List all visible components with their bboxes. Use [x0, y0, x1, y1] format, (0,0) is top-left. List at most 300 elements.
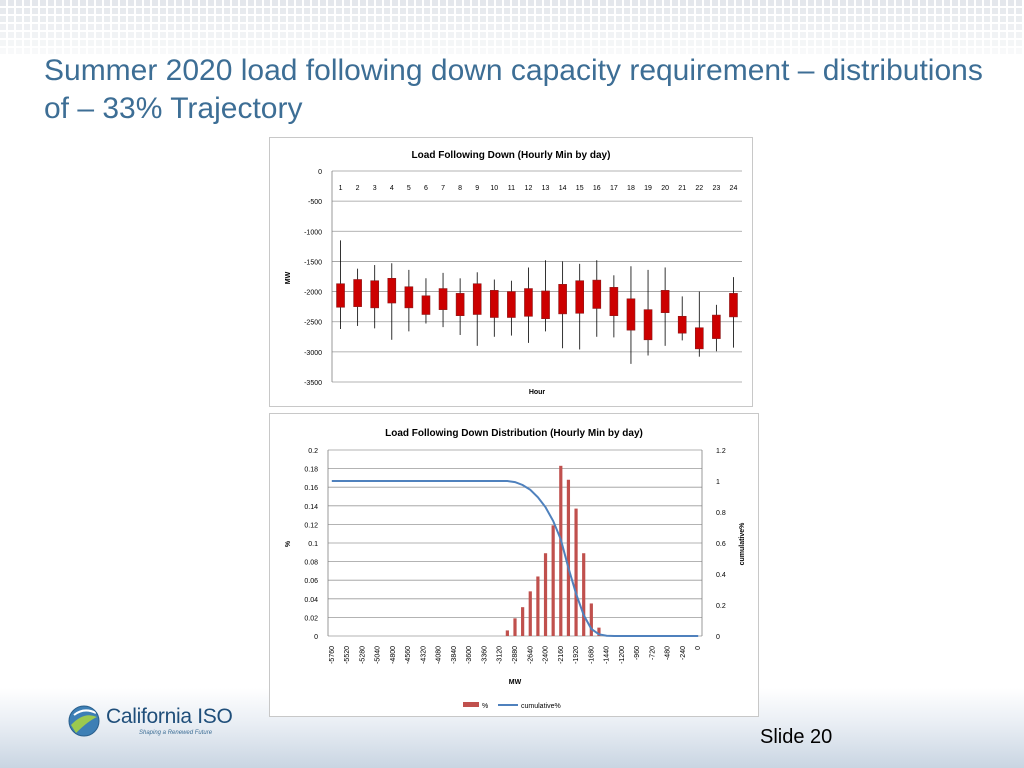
band-square	[744, 32, 750, 38]
band-square	[352, 32, 358, 38]
chart2-y2tick-label: 1.2	[716, 448, 726, 455]
band-square	[104, 32, 110, 38]
band-square	[968, 16, 974, 22]
band-square	[504, 32, 510, 38]
chart1-candle	[644, 310, 652, 340]
band-square	[256, 8, 262, 14]
band-square	[616, 32, 622, 38]
band-square	[808, 0, 814, 6]
band-square	[168, 0, 174, 6]
band-square	[992, 0, 998, 6]
band-square	[392, 16, 398, 22]
band-square	[720, 8, 726, 14]
band-square	[176, 0, 182, 6]
band-square	[184, 32, 190, 38]
band-square	[368, 0, 374, 6]
band-square	[72, 0, 78, 6]
band-square	[744, 8, 750, 14]
band-square	[200, 16, 206, 22]
band-square	[488, 16, 494, 22]
chart2-ytick-label: 0.06	[304, 578, 318, 586]
chart1-candle	[490, 290, 498, 317]
band-square	[616, 16, 622, 22]
band-square	[592, 8, 598, 14]
band-square	[256, 24, 262, 30]
band-square	[1016, 8, 1022, 14]
band-square	[832, 40, 838, 46]
band-square	[304, 16, 310, 22]
band-square	[624, 16, 630, 22]
chart2-xtick-label: -4560	[405, 646, 413, 664]
band-square	[24, 48, 30, 54]
band-square	[152, 40, 158, 46]
band-square	[440, 16, 446, 22]
chart1-xtick-label: 5	[406, 185, 411, 192]
band-square	[976, 8, 982, 14]
band-square	[656, 16, 662, 22]
band-square	[840, 8, 846, 14]
band-square	[1000, 0, 1006, 6]
chart2-x-axis-label: MW	[508, 679, 522, 686]
band-square	[40, 8, 46, 14]
band-square	[528, 16, 534, 22]
band-square	[272, 16, 278, 22]
band-square	[192, 24, 198, 30]
band-square	[880, 32, 886, 38]
band-square	[240, 0, 246, 6]
band-square	[824, 8, 830, 14]
band-square	[888, 16, 894, 22]
chart1-xtick-label: 17	[609, 185, 618, 192]
chart2-xtick-label: -5760	[328, 646, 336, 664]
band-square	[1016, 16, 1022, 22]
band-square	[8, 0, 14, 6]
band-square	[496, 40, 502, 46]
band-square	[8, 8, 14, 14]
band-square	[600, 16, 606, 22]
chart2-bar	[521, 607, 524, 636]
chart1-xtick-label: 10	[490, 185, 499, 192]
band-square	[280, 16, 286, 22]
band-square	[520, 24, 526, 30]
chart1-ytick-label: -2000	[304, 289, 322, 297]
distribution-chart	[270, 414, 758, 716]
band-square	[0, 32, 6, 38]
band-square	[368, 8, 374, 14]
band-square	[120, 16, 126, 22]
chart1-candle	[695, 328, 703, 349]
band-square	[520, 32, 526, 38]
band-square	[280, 0, 286, 6]
band-square	[568, 24, 574, 30]
band-square	[336, 24, 342, 30]
band-square	[136, 40, 142, 46]
band-square	[408, 8, 414, 14]
band-square	[264, 0, 270, 6]
band-square	[920, 24, 926, 30]
chart2-ytick-label: 0.1	[308, 541, 318, 548]
band-square	[64, 0, 70, 6]
band-square	[624, 40, 630, 46]
band-square	[432, 24, 438, 30]
band-square	[792, 16, 798, 22]
band-square	[976, 40, 982, 46]
band-square	[336, 16, 342, 22]
band-square	[88, 16, 94, 22]
band-square	[184, 8, 190, 14]
band-square	[360, 8, 366, 14]
band-square	[264, 8, 270, 14]
band-square	[896, 16, 902, 22]
band-square	[960, 16, 966, 22]
band-square	[464, 32, 470, 38]
band-square	[232, 0, 238, 6]
band-square	[976, 16, 982, 22]
band-square	[984, 0, 990, 6]
band-square	[1016, 24, 1022, 30]
band-square	[176, 32, 182, 38]
band-square	[832, 8, 838, 14]
band-square	[856, 24, 862, 30]
band-square	[664, 40, 670, 46]
band-square	[384, 32, 390, 38]
chart1-xtick-label: 19	[644, 185, 652, 192]
band-square	[8, 16, 14, 22]
band-square	[496, 16, 502, 22]
band-square	[320, 40, 326, 46]
band-square	[32, 0, 38, 6]
band-square	[544, 40, 550, 46]
band-square	[264, 24, 270, 30]
band-square	[0, 24, 6, 30]
band-square	[24, 0, 30, 6]
band-square	[928, 8, 934, 14]
chart2-xtick-label: -240	[679, 646, 687, 661]
band-square	[40, 0, 46, 6]
band-square	[600, 0, 606, 6]
band-square	[568, 0, 574, 6]
band-square	[952, 8, 958, 14]
band-square	[152, 8, 158, 14]
chart2-xtick-label: -480	[664, 646, 672, 661]
chart1-xtick-label: 12	[524, 185, 533, 192]
band-square	[680, 8, 686, 14]
band-square	[96, 16, 102, 22]
band-square	[664, 8, 670, 14]
band-square	[912, 8, 918, 14]
band-square	[72, 32, 78, 38]
chart2-bar	[559, 466, 562, 636]
chart1-ytick-label: -1500	[304, 259, 322, 267]
band-square	[592, 16, 598, 22]
band-square	[912, 16, 918, 22]
band-square	[880, 24, 886, 30]
band-square	[776, 8, 782, 14]
chart1-xtick-label: 1	[338, 185, 343, 192]
band-square	[528, 0, 534, 6]
band-square	[712, 0, 718, 6]
band-square	[456, 8, 462, 14]
chart2-ytick-label: 0.12	[304, 522, 318, 530]
band-square	[296, 24, 302, 30]
band-square	[576, 32, 582, 38]
band-square	[760, 8, 766, 14]
band-square	[400, 8, 406, 14]
band-square	[328, 32, 334, 38]
band-square	[504, 0, 510, 6]
chart1-xtick-label: 15	[575, 185, 584, 192]
band-square	[744, 40, 750, 46]
band-square	[32, 8, 38, 14]
band-square	[992, 24, 998, 30]
band-square	[448, 40, 454, 46]
band-square	[528, 24, 534, 30]
band-square	[512, 32, 518, 38]
band-square	[264, 32, 270, 38]
band-square	[424, 24, 430, 30]
chart2-bar	[552, 525, 555, 636]
band-square	[904, 32, 910, 38]
band-square	[80, 32, 86, 38]
band-square	[120, 8, 126, 14]
band-square	[360, 24, 366, 30]
band-square	[720, 32, 726, 38]
globe-icon	[66, 703, 102, 739]
band-square	[400, 32, 406, 38]
band-square	[232, 32, 238, 38]
band-square	[456, 40, 462, 46]
legend-bar-swatch	[463, 702, 479, 707]
band-square	[800, 40, 806, 46]
chart2-xtick-label: -1200	[618, 646, 626, 664]
band-square	[624, 32, 630, 38]
band-square	[896, 0, 902, 6]
band-square	[72, 16, 78, 22]
band-square	[960, 24, 966, 30]
band-square	[152, 32, 158, 38]
band-square	[32, 40, 38, 46]
band-square	[312, 24, 318, 30]
band-square	[192, 0, 198, 6]
band-square	[888, 40, 894, 46]
band-square	[592, 40, 598, 46]
band-square	[24, 16, 30, 22]
band-square	[320, 16, 326, 22]
chart1-ytick-label: -3000	[304, 349, 322, 357]
band-square	[168, 24, 174, 30]
band-square	[912, 0, 918, 6]
band-square	[192, 32, 198, 38]
band-square	[752, 0, 758, 6]
band-square	[64, 40, 70, 46]
band-square	[600, 32, 606, 38]
band-square	[336, 40, 342, 46]
band-square	[248, 24, 254, 30]
band-square	[512, 24, 518, 30]
chart2-title: Load Following Down Distribution (Hourly Min by day)	[385, 428, 643, 439]
band-square	[1008, 0, 1014, 6]
band-square	[176, 16, 182, 22]
band-square	[944, 24, 950, 30]
band-square	[928, 16, 934, 22]
band-square	[744, 24, 750, 30]
band-square	[48, 8, 54, 14]
chart1-xtick-label: 2	[355, 185, 360, 192]
chart1-ytick-label: -1000	[304, 229, 322, 237]
band-square	[824, 32, 830, 38]
logo-name: California ISO	[106, 705, 233, 728]
band-square	[288, 32, 294, 38]
band-square	[680, 40, 686, 46]
band-square	[1008, 48, 1014, 54]
band-square	[424, 8, 430, 14]
slide-title: Summer 2020 load following down capacity requirement – distributions of – 33% Trajectory	[44, 54, 983, 125]
band-square	[672, 32, 678, 38]
band-square	[952, 40, 958, 46]
band-square	[216, 16, 222, 22]
band-square	[104, 40, 110, 46]
band-square	[808, 24, 814, 30]
band-square	[472, 0, 478, 6]
band-square	[752, 40, 758, 46]
band-square	[344, 8, 350, 14]
band-square	[336, 8, 342, 14]
band-square	[352, 0, 358, 6]
band-square	[648, 24, 654, 30]
chart1-xtick-label: 3	[372, 185, 377, 192]
band-square	[144, 32, 150, 38]
band-square	[1016, 48, 1022, 54]
band-square	[224, 40, 230, 46]
band-square	[96, 32, 102, 38]
band-square	[216, 32, 222, 38]
band-square	[144, 0, 150, 6]
band-square	[720, 40, 726, 46]
band-square	[160, 8, 166, 14]
band-square	[928, 40, 934, 46]
band-square	[856, 32, 862, 38]
band-square	[672, 40, 678, 46]
band-square	[760, 40, 766, 46]
band-square	[288, 16, 294, 22]
band-square	[616, 8, 622, 14]
chart1-candle	[542, 291, 550, 319]
band-square	[960, 0, 966, 6]
band-square	[760, 32, 766, 38]
band-square	[64, 8, 70, 14]
band-square	[952, 24, 958, 30]
band-square	[88, 8, 94, 14]
chart2-bar	[506, 630, 509, 636]
band-square	[168, 16, 174, 22]
band-square	[456, 24, 462, 30]
band-square	[560, 40, 566, 46]
chart2-y-axis-label: %	[285, 540, 292, 548]
band-square	[392, 0, 398, 6]
band-square	[200, 32, 206, 38]
band-square	[488, 8, 494, 14]
chart2-bar	[544, 553, 547, 636]
chart1-xtick-label: 20	[661, 185, 670, 192]
band-square	[304, 24, 310, 30]
band-square	[16, 16, 22, 22]
band-square	[520, 16, 526, 22]
chart1-xtick-label: 21	[678, 185, 687, 192]
band-square	[48, 0, 54, 6]
band-square	[776, 40, 782, 46]
band-square	[256, 16, 262, 22]
band-square	[816, 40, 822, 46]
band-square	[248, 0, 254, 6]
band-square	[344, 24, 350, 30]
band-square	[160, 0, 166, 6]
band-square	[728, 32, 734, 38]
band-square	[912, 32, 918, 38]
band-square	[336, 0, 342, 6]
band-square	[760, 0, 766, 6]
band-square	[672, 24, 678, 30]
chart1-xtick-label: 9	[475, 185, 480, 192]
band-square	[560, 0, 566, 6]
band-square	[816, 32, 822, 38]
band-square	[824, 24, 830, 30]
band-square	[936, 16, 942, 22]
chart2-xtick-label: -1680	[588, 646, 596, 664]
band-square	[760, 24, 766, 30]
band-square	[304, 8, 310, 14]
band-square	[496, 24, 502, 30]
band-square	[904, 8, 910, 14]
band-square	[120, 24, 126, 30]
band-square	[40, 16, 46, 22]
band-square	[896, 8, 902, 14]
band-square	[248, 32, 254, 38]
band-square	[488, 40, 494, 46]
band-square	[944, 0, 950, 6]
band-square	[864, 16, 870, 22]
band-square	[592, 0, 598, 6]
band-square	[360, 16, 366, 22]
chart2-xtick-label: -1440	[603, 646, 611, 664]
band-square	[904, 24, 910, 30]
chart1-candle	[712, 315, 720, 339]
chart1-candle	[524, 289, 532, 317]
band-square	[104, 0, 110, 6]
band-square	[712, 8, 718, 14]
band-square	[920, 0, 926, 6]
band-square	[624, 8, 630, 14]
band-square	[752, 8, 758, 14]
chart1-candle	[473, 284, 481, 315]
band-square	[216, 24, 222, 30]
band-square	[64, 24, 70, 30]
band-square	[552, 32, 558, 38]
band-square	[512, 16, 518, 22]
band-square	[200, 40, 206, 46]
band-square	[928, 0, 934, 6]
band-square	[872, 40, 878, 46]
band-square	[248, 8, 254, 14]
slide-number: Slide 20	[760, 726, 833, 748]
band-square	[8, 40, 14, 46]
chart2-y2tick-label: 0.6	[716, 541, 726, 548]
band-square	[144, 8, 150, 14]
band-square	[720, 24, 726, 30]
band-square	[472, 8, 478, 14]
band-square	[992, 32, 998, 38]
band-square	[184, 24, 190, 30]
band-square	[72, 24, 78, 30]
